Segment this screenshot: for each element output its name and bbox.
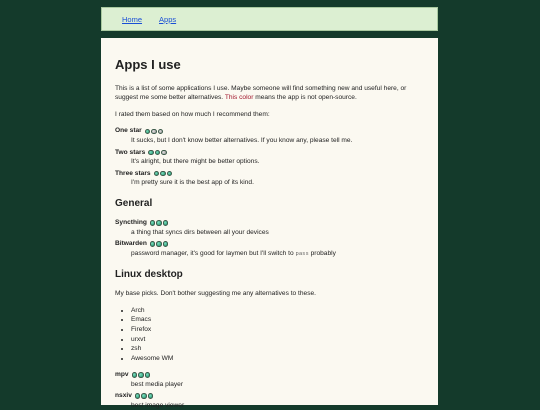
- star-filled-icon: [138, 372, 144, 378]
- star-empty-icon: [151, 129, 157, 135]
- star-filled-icon: [148, 150, 154, 156]
- main-content: [101, 38, 438, 409]
- list-item: • Arch: [131, 306, 424, 316]
- nav-apps-link[interactable]: Apps: [159, 14, 177, 24]
- general-app-list: [115, 218, 424, 259]
- app-name: mpv: [115, 370, 424, 380]
- nav-home-link[interactable]: Home: [122, 14, 143, 24]
- rating-desc: I'm pretty sure it is the best app of its kind.: [131, 179, 254, 187]
- star-filled-icon: [163, 220, 169, 226]
- base-picks-list: [115, 306, 424, 363]
- app-desc: best image viewer: [131, 401, 185, 409]
- star-rating: [150, 241, 169, 247]
- star-empty-icon: [158, 129, 164, 135]
- list-item: • Emacs: [131, 315, 424, 325]
- app-desc: a thing that syncs dirs between all your devices: [131, 228, 269, 236]
- non-open-source-color-sample: This color: [224, 94, 254, 102]
- section-heading-linux-desktop: Linux desktop: [115, 268, 183, 280]
- star-filled-icon: [150, 241, 156, 247]
- app-name: Syncthing: [115, 218, 424, 228]
- star-filled-icon: [155, 150, 161, 156]
- star-filled-icon: [145, 129, 151, 135]
- star-rating: [154, 171, 173, 177]
- star-filled-icon: [141, 393, 147, 399]
- star-rating: [132, 372, 151, 378]
- star-rating: [135, 393, 154, 399]
- linux-app-list: [115, 370, 424, 410]
- top-nav: [101, 7, 438, 31]
- app-name: nsxiv: [115, 391, 424, 401]
- star-filled-icon: [160, 171, 166, 177]
- rating-term: One star: [115, 126, 424, 136]
- star-filled-icon: [163, 241, 169, 247]
- star-filled-icon: [154, 171, 160, 177]
- linux-intro: My base picks. Don't bother suggesting me any alternatives to these.: [115, 290, 317, 298]
- page-title: Apps I use: [115, 57, 181, 72]
- list-item: • urxvt: [131, 335, 424, 345]
- list-item: • Awesome WM: [131, 354, 424, 364]
- star-empty-icon: [161, 150, 167, 156]
- inline-code: pass: [295, 250, 309, 257]
- intro-paragraph: This is a list of some applications I use. Maybe someone will find something new and useful here, or suggest me some better alternatives. This color means the app is not open-source.: [115, 84, 407, 102]
- app-desc: password manager, it's good for laymen but I'll switch to pass probably: [131, 249, 336, 257]
- section-heading-general: General: [115, 197, 153, 209]
- star-rating: [150, 220, 169, 226]
- rating-intro: I rated them based on how much I recommend them:: [115, 110, 270, 118]
- star-filled-icon: [150, 220, 156, 226]
- app-desc: best media player: [131, 380, 184, 388]
- star-filled-icon: [135, 393, 141, 399]
- star-filled-icon: [156, 241, 162, 247]
- star-filled-icon: [167, 171, 173, 177]
- star-filled-icon: [148, 393, 154, 399]
- list-item: • zsh: [131, 344, 424, 354]
- star-rating: [148, 150, 167, 156]
- rating-desc: It sucks, but I don't know better alternatives. If you know any, please tell me.: [131, 137, 353, 145]
- rating-legend: [115, 126, 424, 187]
- rating-desc: It's alright, but there might be better options.: [131, 158, 260, 166]
- app-name: Bitwarden: [115, 239, 424, 249]
- star-filled-icon: [145, 372, 151, 378]
- star-filled-icon: [132, 372, 138, 378]
- rating-term: Three stars: [115, 169, 424, 179]
- list-item: • Firefox: [131, 325, 424, 335]
- rating-term: Two stars: [115, 148, 424, 158]
- star-filled-icon: [156, 220, 162, 226]
- star-rating: [145, 129, 164, 135]
